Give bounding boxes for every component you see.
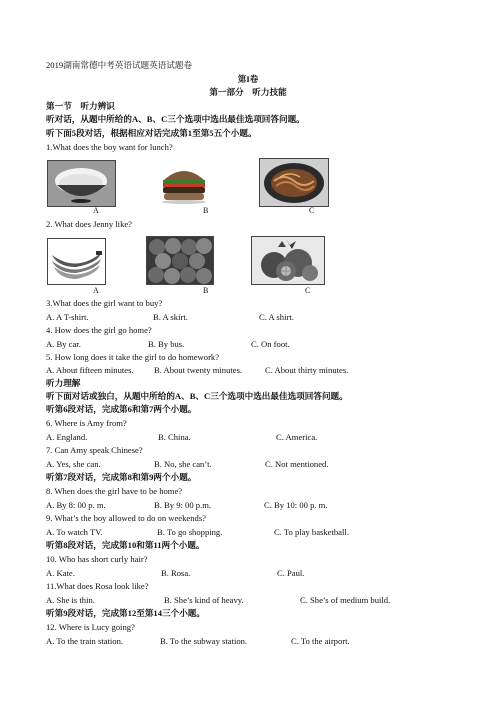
q12-option-b: B. To the subway station. xyxy=(160,636,248,646)
q4-option-a: A. By car. xyxy=(46,339,81,349)
instruction-5: 听第7段对话，完成第8和第9两个小题。 xyxy=(46,472,197,482)
question-7: 7. Can Amy speak Chinese? xyxy=(46,445,143,455)
q4-option-c: C. On foot. xyxy=(251,339,290,349)
section-title-2: 听力理解 xyxy=(46,378,81,388)
q7-option-c: C. Not mentioned. xyxy=(265,459,329,469)
question-4: 4. How does the girl go home? xyxy=(46,325,152,335)
question-2: 2. What does Jenny like? xyxy=(46,219,132,229)
q12-option-a: A. To the train station. xyxy=(46,636,124,646)
q3-option-a: A. A T-shirt. xyxy=(46,312,89,322)
q4-option-b: B. By bus. xyxy=(148,339,185,349)
q9-option-b: B. To go shopping. xyxy=(157,527,223,537)
q3-option-b: B. A skirt. xyxy=(153,312,188,322)
q7-option-b: B. No, she can’t. xyxy=(154,459,212,469)
instruction-6: 听第8段对话，完成第10和第11两个小题。 xyxy=(46,540,205,550)
noodles-image xyxy=(259,158,329,207)
q12-option-c: C. To the airport. xyxy=(291,636,350,646)
q9-option-c: C. To play basketball. xyxy=(274,527,349,537)
q8-option-b: B. By 9: 00 p.m. xyxy=(154,500,212,510)
lychee-image xyxy=(146,236,214,285)
q6-option-c: C. America. xyxy=(276,432,318,442)
hamburger-image xyxy=(158,160,210,205)
q8-option-c: C. By 10: 00 p. m. xyxy=(264,500,328,510)
instruction-1: 听对话，从题中所给的A、B、C三个选项中选出最佳选项回答问题。 xyxy=(46,114,305,124)
banana-image xyxy=(47,238,106,285)
q7-option-a: A. Yes, she can. xyxy=(46,459,101,469)
question-3: 3.What does the girl want to buy? xyxy=(46,298,163,308)
q1-label-a: A xyxy=(93,206,99,215)
q8-option-a: A. By 8: 00 p. m. xyxy=(46,500,106,510)
q10-option-c: C. Paul. xyxy=(277,568,305,578)
q1-label-c: C xyxy=(309,206,315,215)
instruction-7: 听第9段对话，完成第12至第14三个小题。 xyxy=(46,608,205,618)
section-title-1: 第一节 听力辨识 xyxy=(46,101,115,111)
q9-option-a: A. To watch TV. xyxy=(46,527,103,537)
question-6: 6. Where is Amy from? xyxy=(46,418,127,428)
q2-label-b: B xyxy=(203,286,209,295)
doc-title: 2019湖南常德中考英语试题英语试题卷 xyxy=(46,60,193,70)
q11-option-a: A. She is thin. xyxy=(46,595,95,605)
question-12: 12. Where is Lucy going? xyxy=(46,622,135,632)
q6-option-a: A. England. xyxy=(46,432,88,442)
question-9: 9. What’s the boy allowed to do on weekends? xyxy=(46,513,206,523)
q2-label-a: A xyxy=(93,286,99,295)
q11-option-b: B. She’s kind of heavy. xyxy=(164,595,244,605)
hamburger-drawing xyxy=(158,160,210,205)
question-10: 10. Who has short curly hair? xyxy=(46,554,148,564)
instruction-3: 听下面对话或独白，从题中所给的A、B、C三个选项中选出最佳选项回答问题。 xyxy=(46,391,348,401)
q11-option-c: C. She’s of medium build. xyxy=(300,595,391,605)
rice-bowl-image xyxy=(47,160,116,207)
q10-option-a: A. Kate. xyxy=(46,568,75,578)
instruction-4: 听第6段对话，完成第6和第7两个小题。 xyxy=(46,404,197,414)
instruction-2: 听下面5段对话，根据相应对话完成第1至第5五个小题。 xyxy=(46,128,257,138)
banana-drawing xyxy=(48,239,105,284)
q5-option-c: C. About thirty minutes. xyxy=(265,365,349,375)
orange-drawing xyxy=(252,237,324,284)
q10-option-b: B. Rosa. xyxy=(161,568,191,578)
rice-bowl-drawing xyxy=(48,161,115,206)
q5-option-a: A. About fifteen minutes. xyxy=(46,365,134,375)
question-11: 11.What does Rosa look like? xyxy=(46,581,149,591)
q6-option-b: B. China. xyxy=(158,432,191,442)
q3-option-c: C. A shirt. xyxy=(259,312,294,322)
question-8: 8. When does the girl have to be home? xyxy=(46,486,183,496)
question-5: 5. How long does it take the girl to do homework? xyxy=(46,352,220,362)
question-1: 1.What does the boy want for lunch? xyxy=(46,142,173,152)
noodles-drawing xyxy=(260,159,328,206)
volume-title: 第I卷 xyxy=(237,74,259,84)
q1-label-b: B xyxy=(203,206,209,215)
q5-option-b: B. About twenty minutes. xyxy=(154,365,243,375)
orange-image xyxy=(251,236,325,285)
lychee-drawing xyxy=(147,237,213,284)
q2-label-c: C xyxy=(305,286,311,295)
part-title: 第一部分 听力技能 xyxy=(209,87,287,97)
